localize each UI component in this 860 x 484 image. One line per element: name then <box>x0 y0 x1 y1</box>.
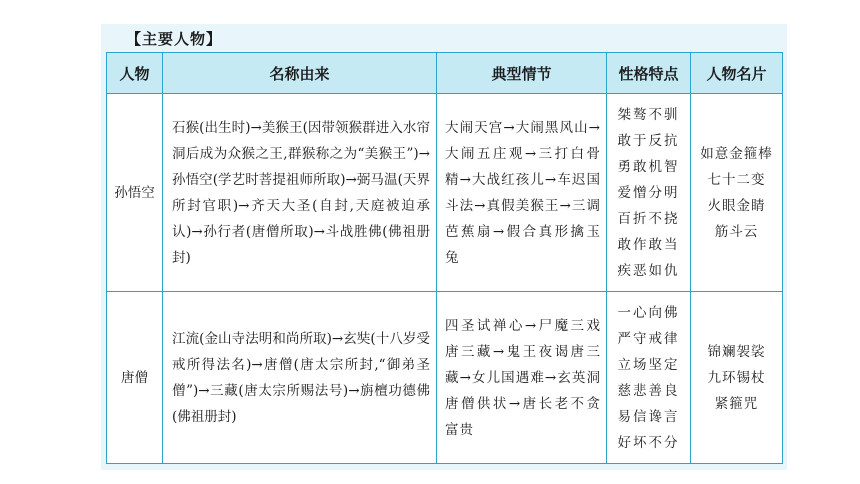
typical-plot-text: 大闹天宫→大闹黑风山→大闹五庄观→三打白骨精→大战红孩儿→车迟国斗法→真假美猴王→三调芭蕉扇→假合真形擒玉兔 <box>437 94 607 292</box>
trait-item: 立场坚定 <box>617 356 680 373</box>
card-item: 七十二变 <box>707 171 766 188</box>
trait-item: 敢作敢当 <box>617 236 680 253</box>
trait-item: 百折不挠 <box>617 210 680 227</box>
header-personality: 性格特点 <box>607 53 691 94</box>
table-row <box>107 94 783 292</box>
trait-item: 易信谗言 <box>617 408 680 425</box>
trait-item: 一心向佛 <box>617 304 680 321</box>
character-card <box>691 94 783 292</box>
characters-table <box>106 52 783 464</box>
card-item: 筋斗云 <box>714 223 759 240</box>
trait-item: 慈悲善良 <box>617 382 680 399</box>
trait-item: 严守戒律 <box>617 330 680 347</box>
personality-traits <box>607 292 691 464</box>
trait-item: 桀骜不驯 <box>617 106 680 123</box>
trait-item: 勇敢机智 <box>617 158 680 175</box>
table-header-row <box>107 53 783 94</box>
header-character-card: 人物名片 <box>691 53 783 94</box>
header-typical-plot: 典型情节 <box>437 53 607 94</box>
name-origin-text: 石猴(出生时)→美猴王(因带领猴群进入水帘洞后成为众猴之王,群猴称之为“美猴王”)→孙悟空(学艺时菩提祖师所取)→弼马温(天界所封官职)→齐天大圣(自封,天庭被迫承认)→孙行者(唐僧所取)→斗战胜佛(佛祖册封) <box>163 94 437 292</box>
card-item: 火眼金睛 <box>707 197 766 214</box>
header-character: 人物 <box>107 53 163 94</box>
card-item: 锦斓袈裟 <box>707 343 766 360</box>
personality-traits <box>607 94 691 292</box>
trait-item: 敢于反抗 <box>617 132 680 149</box>
card-item: 如意金箍棒 <box>700 145 773 162</box>
character-card <box>691 292 783 464</box>
card-item: 紧箍咒 <box>714 395 759 412</box>
trait-item: 爱憎分明 <box>617 184 680 201</box>
typical-plot-text: 四圣试禅心→尸魔三戏唐三藏→鬼王夜谒唐三藏→女儿国遇难→玄英洞唐僧供状→唐长老不贪富贵 <box>437 292 607 464</box>
header-name-origin: 名称由来 <box>163 53 437 94</box>
card-item: 九环锡杖 <box>707 369 766 386</box>
section-heading: 【主要人物】 <box>126 30 223 48</box>
character-name: 唐僧 <box>107 292 163 464</box>
character-name: 孙悟空 <box>107 94 163 292</box>
name-origin-text: 江流(金山寺法明和尚所取)→玄奘(十八岁受戒所得法名)→唐僧(唐太宗所封,“御弟圣僧”)→三藏(唐太宗所赐法号)→旃檀功德佛(佛祖册封) <box>163 292 437 464</box>
trait-item: 好坏不分 <box>617 434 680 451</box>
trait-item: 疾恶如仇 <box>617 262 680 279</box>
table-row <box>107 292 783 464</box>
